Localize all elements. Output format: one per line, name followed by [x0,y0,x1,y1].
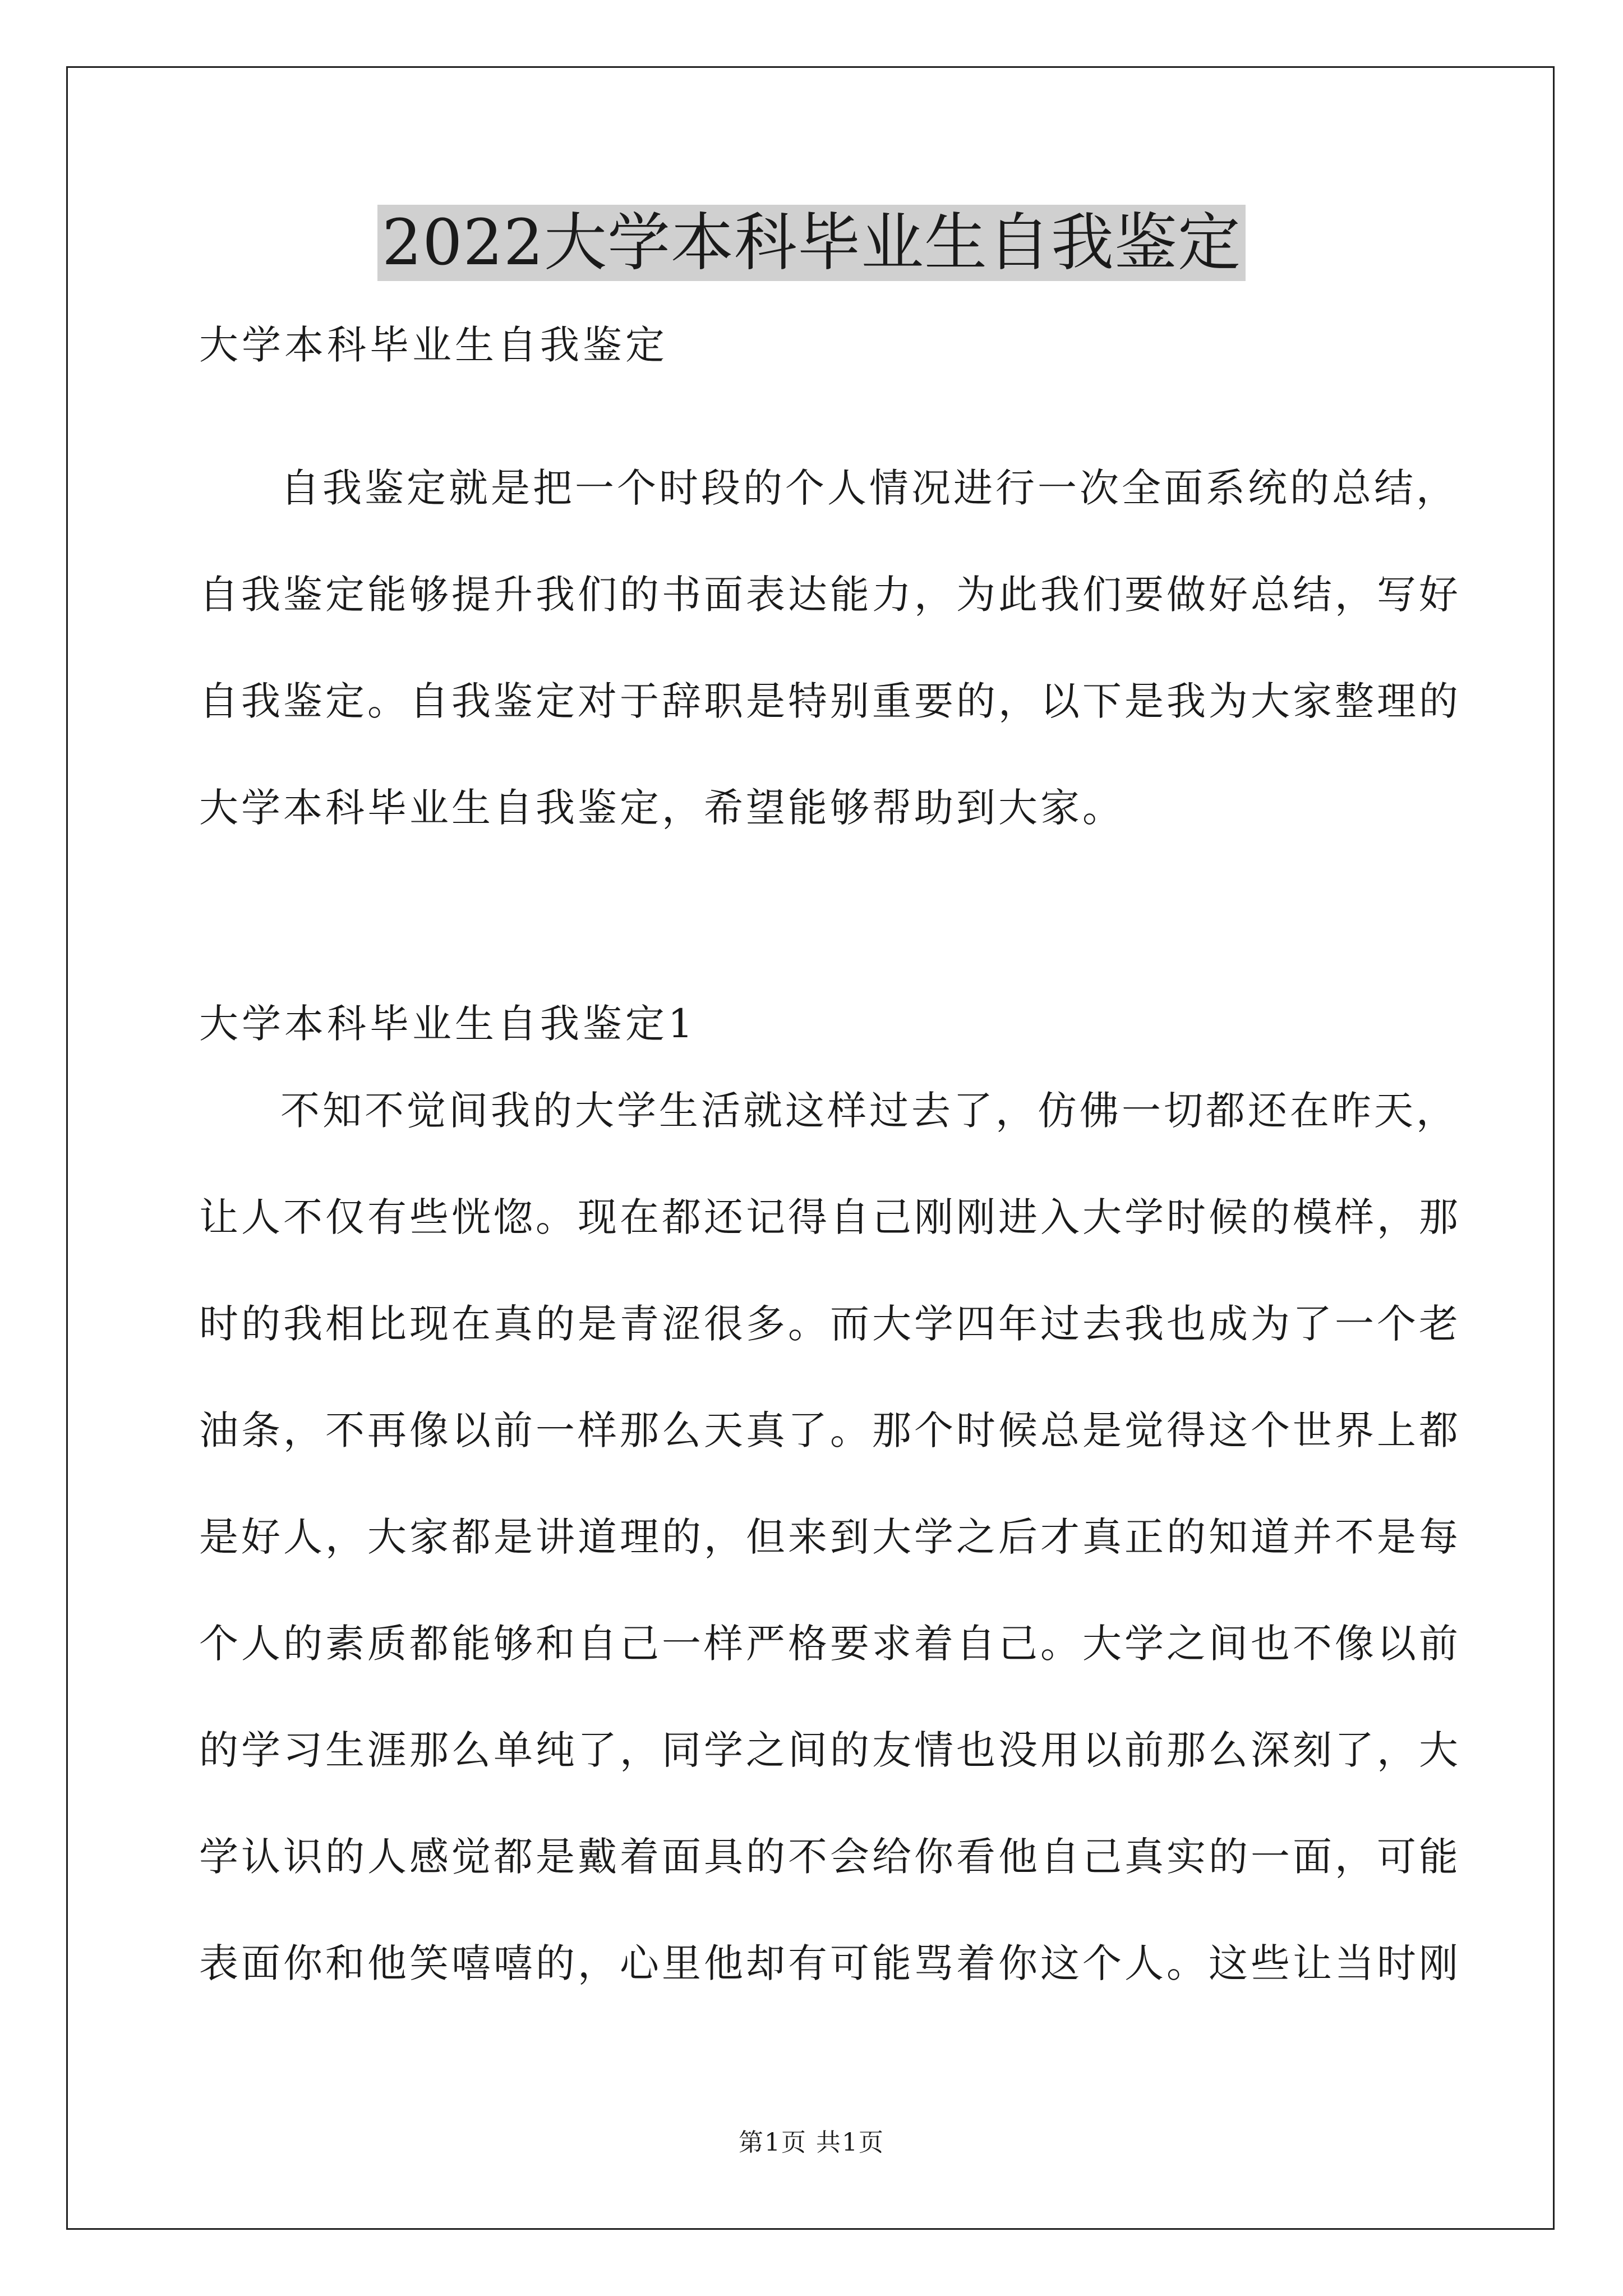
paragraph-line: 让人不仅有些恍惚。现在都还记得自己刚刚进入大学时候的模样，那 [199,1194,1461,1240]
paragraph-line: 不知不觉间我的大学生活就这样过去了，仿佛一切都还在昨天， [280,1088,1458,1134]
document-title: 2022大学本科毕业生自我鉴定 [377,205,1246,281]
paragraph-line: 的学习生涯那么单纯了，同学之间的友情也没用以前那么深刻了，大 [199,1727,1461,1773]
paragraph-line: 大学本科毕业生自我鉴定，希望能够帮助到大家。 [199,785,1124,831]
body-paragraph [199,1057,1461,2017]
page-footer: 第1页 共1页 [739,2128,884,2157]
paragraph-line: 学认识的人感觉都是戴着面具的不会给你看他自己真实的一面，可能 [199,1834,1461,1880]
title-container [0,205,1623,281]
section-heading-1: 大学本科毕业生自我鉴定1 [199,1001,697,1047]
paragraph-line: 个人的素质都能够和自己一样严格要求着自己。大学之间也不像以前 [199,1621,1461,1667]
paragraph-line: 自我鉴定就是把一个时段的个人情况进行一次全面系统的总结， [280,465,1458,511]
paragraph-line: 油条，不再像以前一样那么天真了。那个时候总是觉得这个世界上都 [199,1407,1461,1453]
paragraph-line: 自我鉴定。自我鉴定对于辞职是特别重要的，以下是我为大家整理的 [199,678,1461,724]
intro-paragraph [199,435,1461,861]
paragraph-line: 是好人，大家都是讲道理的，但来到大学之后才真正的知道并不是每 [199,1514,1461,1560]
paragraph-line: 时的我相比现在真的是青涩很多。而大学四年过去我也成为了一个老 [199,1301,1461,1347]
paragraph-line: 自我鉴定能够提升我们的书面表达能力，为此我们要做好总结，写好 [199,572,1461,618]
paragraph [199,1057,1461,2017]
section-heading-intro: 大学本科毕业生自我鉴定 [199,322,668,368]
paragraph [199,435,1461,861]
paragraph-line: 表面你和他笑嘻嘻的，心里他却有可能骂着你这个人。这些让当时刚 [199,1940,1461,1986]
